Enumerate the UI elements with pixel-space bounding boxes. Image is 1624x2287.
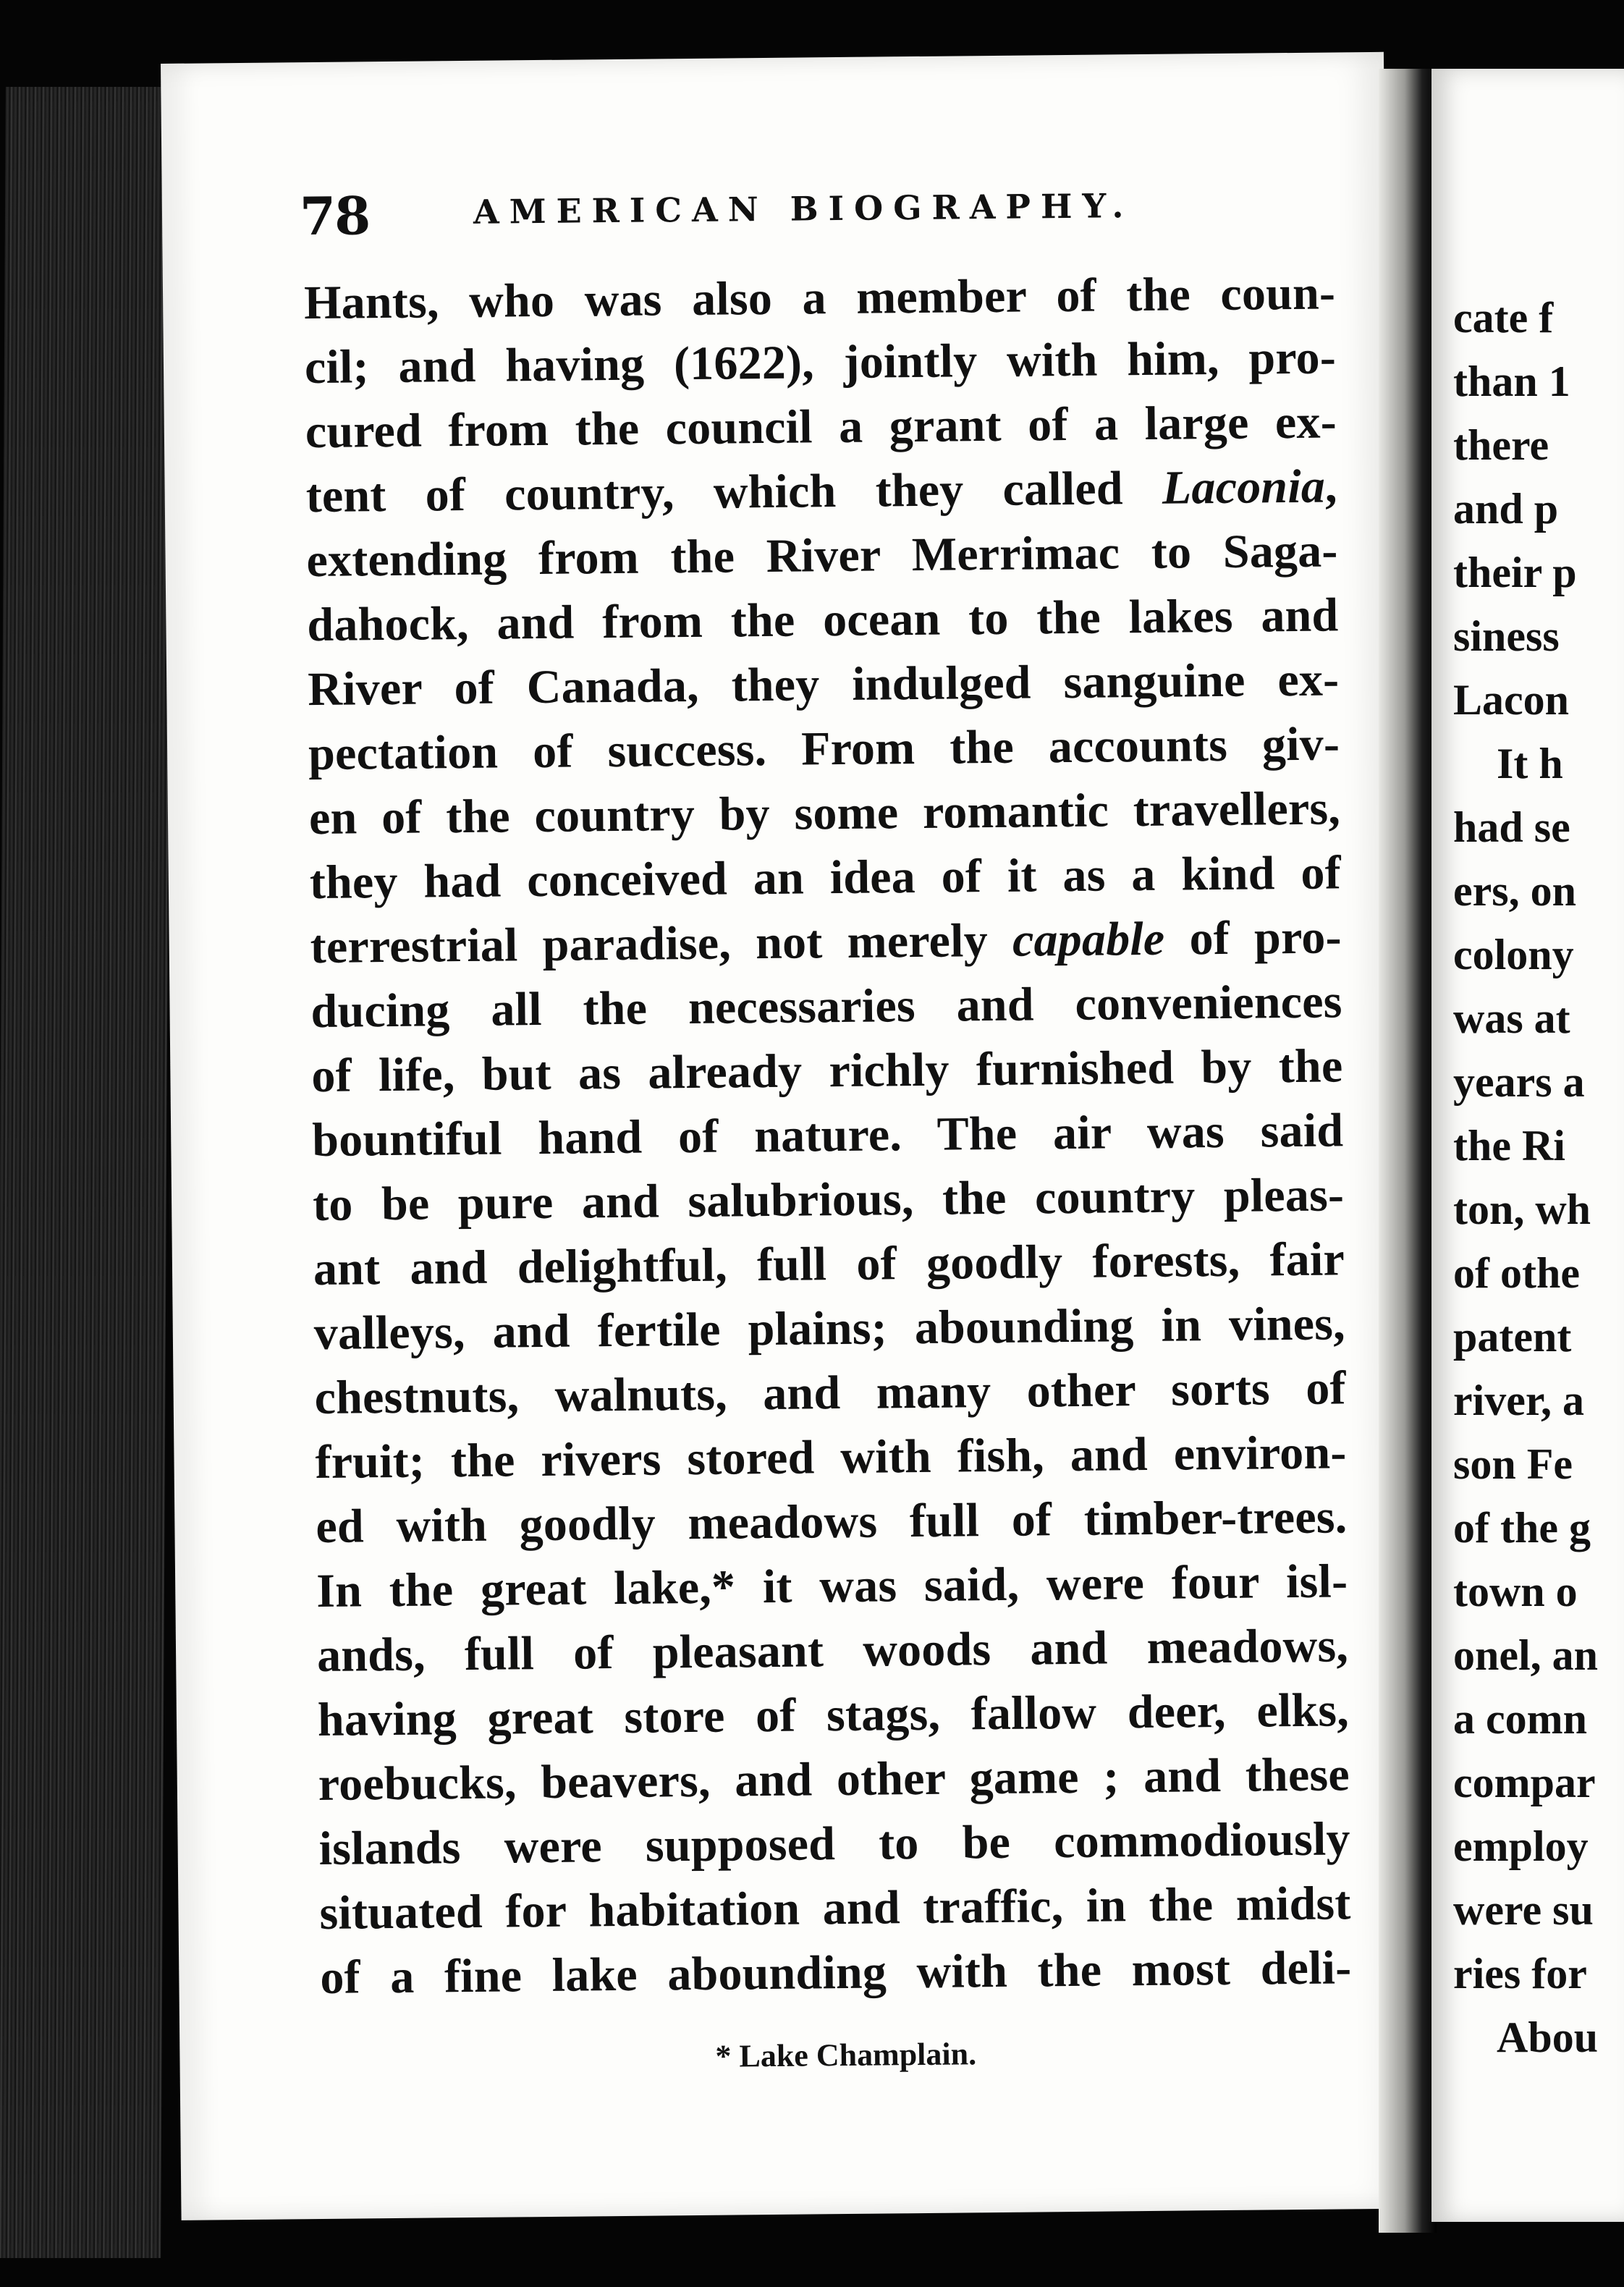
text-line: pectation of success. From the accounts giv- (308, 717, 1340, 781)
text-line: In the great lake,* it was said, were four isl- (316, 1555, 1348, 1618)
text-line: was at (1453, 994, 1570, 1042)
text-line: compar (1453, 1759, 1596, 1806)
text-line: town o (1453, 1568, 1578, 1615)
text-line: and p (1453, 485, 1559, 533)
text-line: patent (1453, 1313, 1572, 1361)
text-line: Lacon (1453, 676, 1570, 724)
text-line: ton, wh (1453, 1185, 1591, 1233)
text-line: en of the country by some romantic travellers, (308, 782, 1341, 845)
text-line: ers, on (1453, 867, 1576, 915)
book-gutter (1379, 69, 1437, 2233)
text-line: chestnuts, walnuts, and many other sorts of (314, 1361, 1346, 1425)
text-line: It h (1497, 740, 1563, 787)
text-line: islands were supposed to be commodiously (318, 1812, 1350, 1876)
text-line: cate f (1453, 294, 1554, 342)
text-line: siness (1453, 612, 1560, 660)
text-line: of the g (1453, 1504, 1591, 1552)
text-line: to be pure and salubrious, the country pleas- (312, 1168, 1345, 1232)
footnote: * Lake Champlain. (715, 2036, 977, 2074)
text-line: ed with goodly meadows full of timber-trees. (316, 1490, 1348, 1554)
text-line: river, a (1453, 1377, 1585, 1424)
text-line: ant and delightful, full of goodly forests, fair (313, 1233, 1345, 1296)
text-line: bountiful hand of nature. The air was said (311, 1104, 1344, 1167)
text-line: tent of country, which they called Laconia, (305, 460, 1338, 523)
text-line: there (1453, 421, 1549, 469)
text-line: employ (1453, 1822, 1589, 1870)
text-line: their p (1453, 549, 1577, 596)
text-line: Hants, who was also a member of the coun- (303, 266, 1336, 330)
left-page (161, 52, 1405, 2220)
text-line: they had conceived an idea of it as a kind of (309, 846, 1342, 910)
text-line: the Ri (1453, 1122, 1565, 1170)
text-line: situated for habitation and traffic, in the midst (319, 1877, 1351, 1940)
right-page (1431, 69, 1624, 2222)
page-edges (0, 87, 172, 2258)
text-line: had se (1453, 803, 1570, 851)
text-line: having great store of stags, fallow deer, elks, (317, 1683, 1350, 1747)
text-line: roebucks, beavers, and other game ; and these (318, 1748, 1350, 1812)
text-line: were su (1453, 1886, 1594, 1934)
text-line: terrestrial paradise, not merely capable of pro- (310, 910, 1342, 974)
text-line: ries for (1453, 1950, 1587, 1998)
text-line: of a fine lake abounding with the most deli- (320, 1941, 1352, 2005)
right-page-text (1453, 286, 1624, 2069)
text-line: onel, an (1453, 1631, 1599, 1679)
text-line: a comn (1453, 1695, 1587, 1743)
text-line: of othe (1453, 1249, 1580, 1297)
text-line: ands, full of pleasant woods and meadows, (316, 1619, 1349, 1683)
text-line: dahock, and from the ocean to the lakes and (307, 588, 1339, 652)
text-line: son Fe (1453, 1440, 1573, 1488)
text-line: colony (1453, 931, 1574, 978)
italic-word: capable (1012, 912, 1165, 967)
page-header (300, 176, 1314, 250)
body-text (304, 261, 1352, 2010)
text-line: than 1 (1453, 358, 1570, 405)
text-line: valleys, and fertile plains; abounding in vines, (313, 1297, 1346, 1361)
text-line: cured from the council a grant of a large ex- (305, 395, 1337, 459)
text-line: years a (1453, 1058, 1585, 1106)
text-line: fruit; the rivers stored with fish, and environ- (315, 1426, 1347, 1489)
text-line: extending from the River Merrimac to Saga- (306, 524, 1338, 588)
text-line: of life, but as already richly furnished by the (311, 1039, 1343, 1103)
italic-word: Laconia (1162, 460, 1326, 515)
page-number: 78 (299, 185, 370, 248)
text-line: River of Canada, they indulged sanguine ex- (307, 653, 1340, 716)
running-head: AMERICAN BIOGRAPHY. (473, 186, 1134, 232)
text-line: Abou (1497, 2013, 1599, 2061)
text-line: ducing all the necessaries and conveniences (310, 975, 1342, 1039)
text-line: cil; and having (1622), jointly with him, pro- (304, 331, 1337, 394)
